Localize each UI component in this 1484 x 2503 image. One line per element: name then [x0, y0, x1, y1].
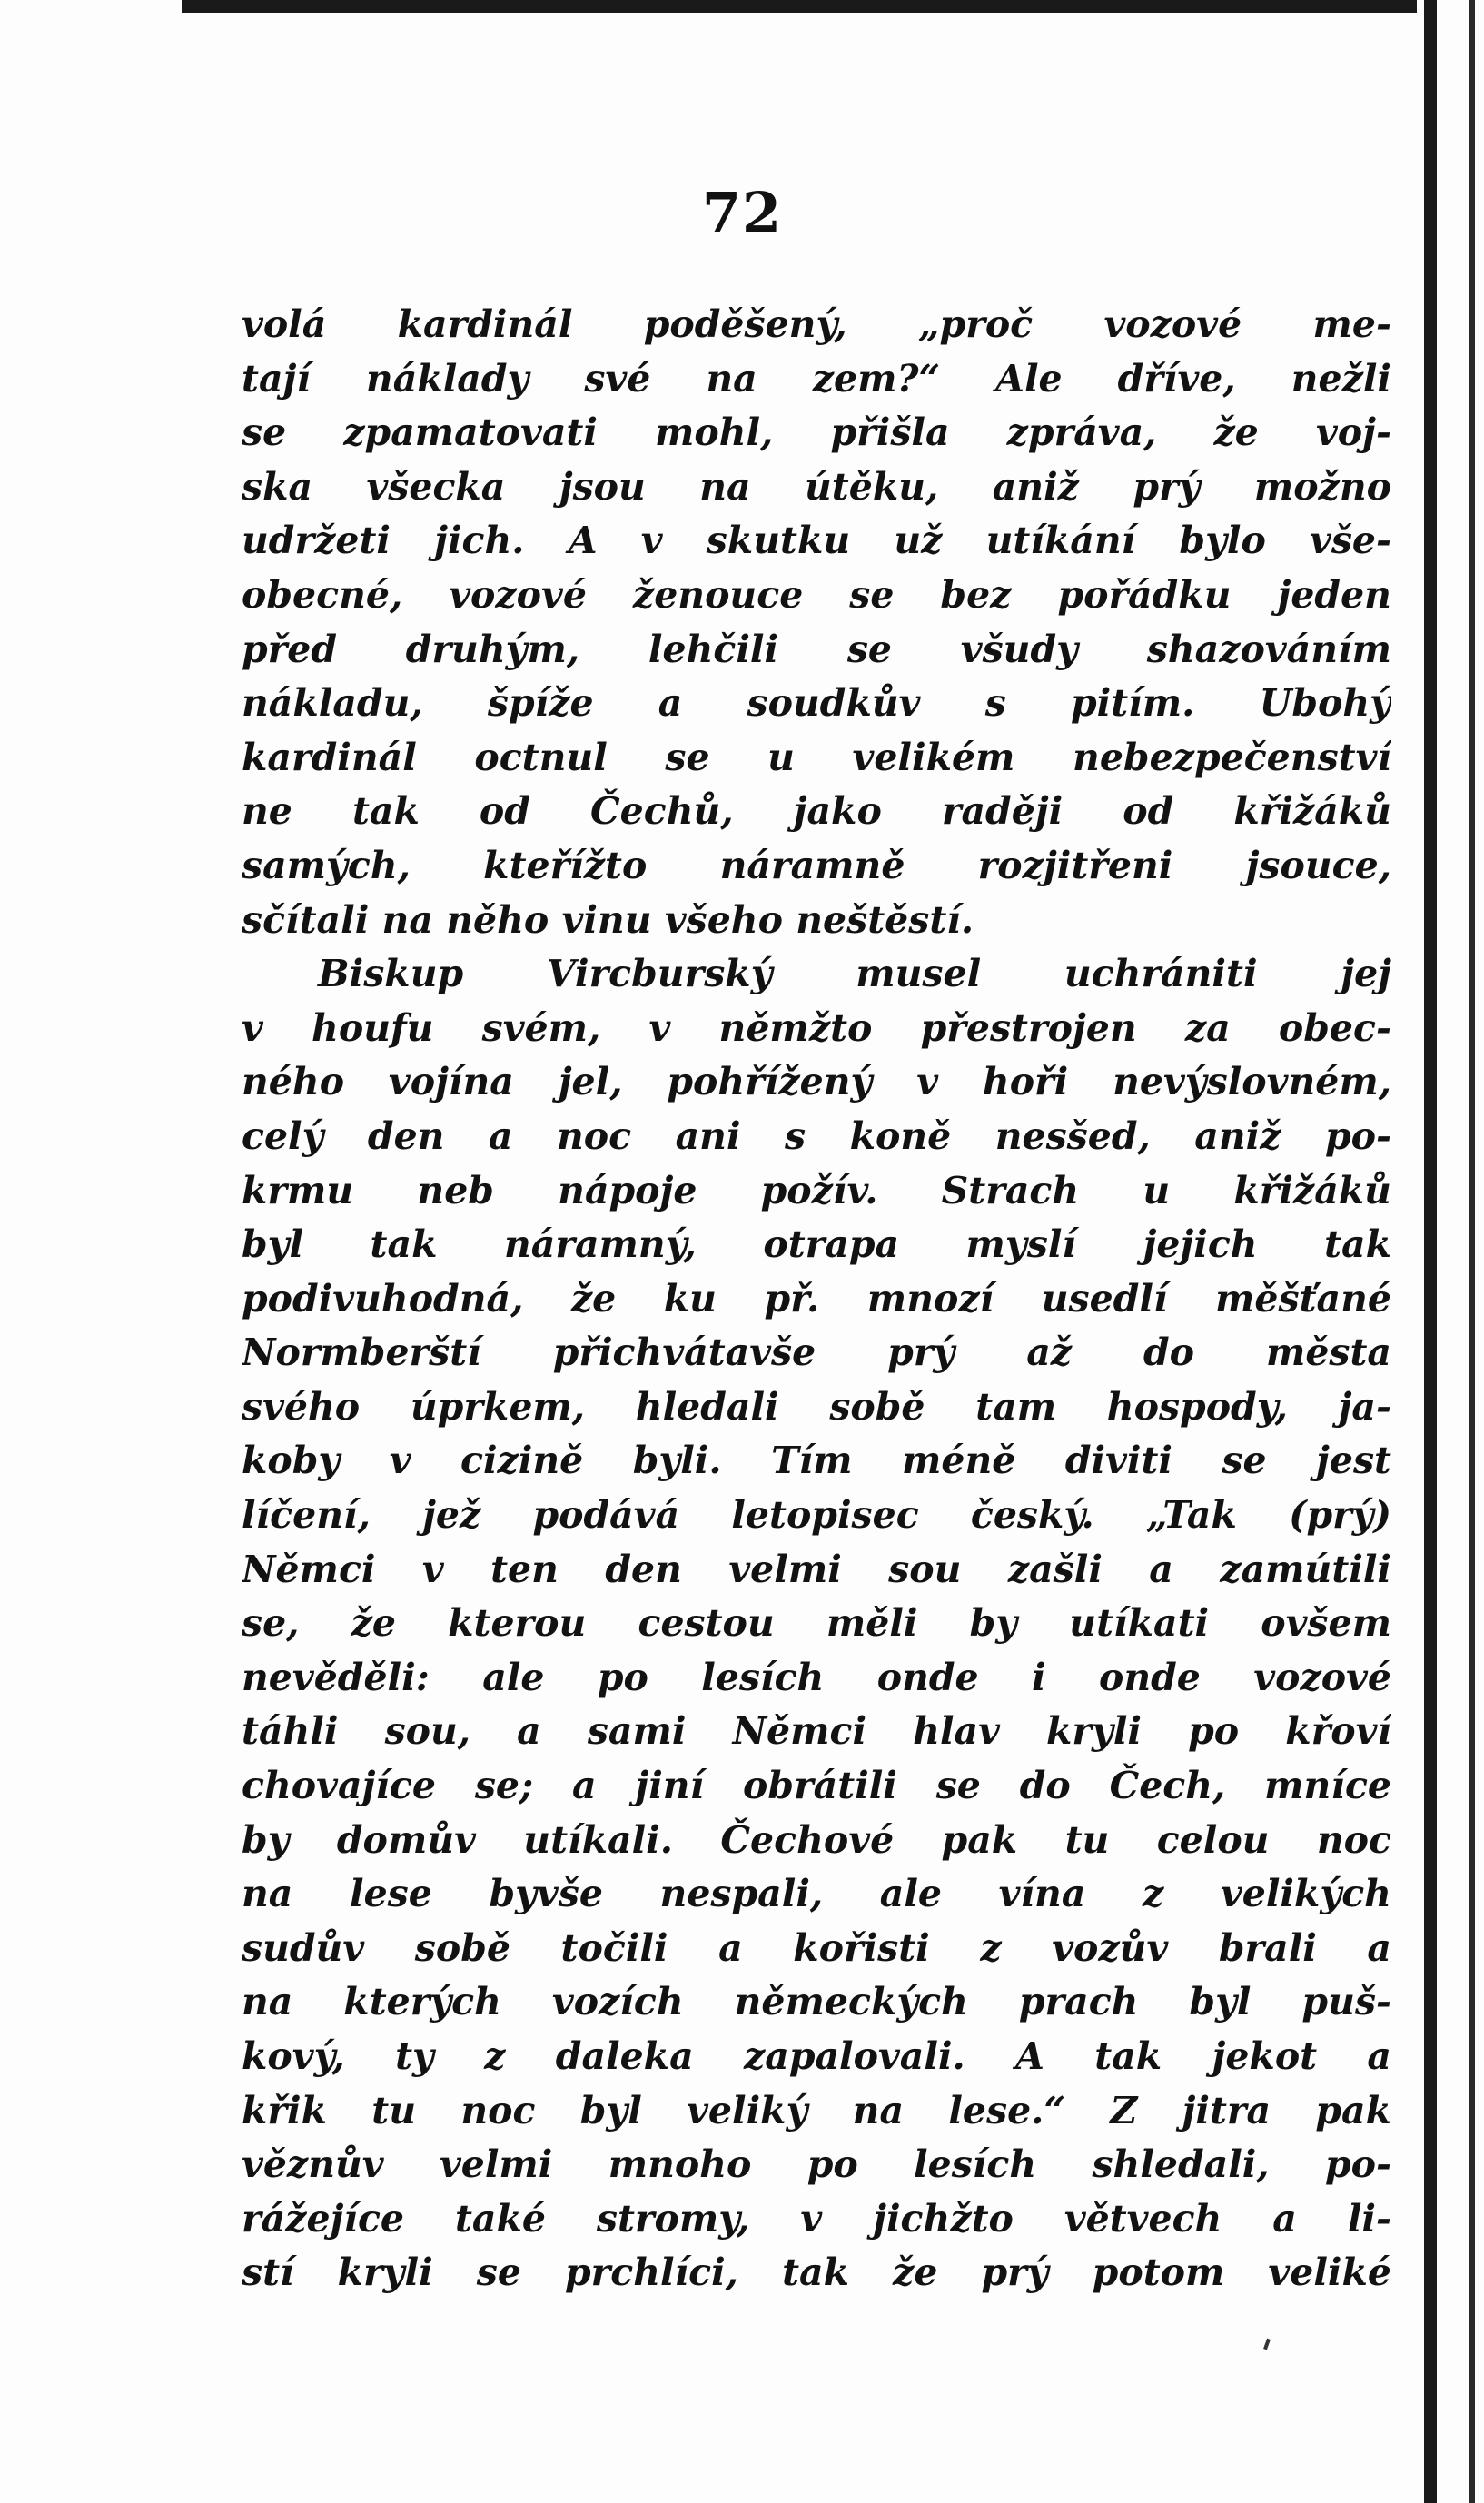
- text-line: samých, kteřížto náramně rozjitřeni jsouce,: [242, 843, 1391, 887]
- text-line: křik tu noc byl veliký na lese.“ Z jitra pak: [242, 2088, 1391, 2132]
- text-line: na kterých vozích německých prach byl puš-: [242, 1980, 1391, 2024]
- text-line: kový, ty z daleka zapalovali. A tak jekot a: [242, 2034, 1391, 2078]
- text-line: byl tak náramný, otrapa myslí jejich tak: [242, 1222, 1391, 1267]
- text-line: udržeti jich. A v skutku už utíkání bylo vše-: [242, 519, 1391, 563]
- text-line: sudův sobě točili a kořisti z vozův brali a: [242, 1925, 1391, 1970]
- text-line: stí kryli se prchlíci, tak že prý potom veliké: [242, 2251, 1391, 2295]
- text-line: táhli sou, a sami Němci hlav kryli po křoví: [242, 1709, 1391, 1754]
- text-line: sčítali na něho vinu všeho neštěstí.: [242, 897, 974, 942]
- body-text: [242, 298, 1391, 2300]
- text-line: celý den a noc ani s koně nesšed, aniž po-: [242, 1113, 1391, 1158]
- text-line: před druhým, lehčili se všudy shazováním: [242, 627, 1391, 671]
- text-line: ska všecka jsou na útěku, aniž prý možno: [242, 464, 1391, 509]
- text-line: Normberští přichvátavše prý až do města: [242, 1331, 1391, 1375]
- text-line: věznův velmi mnoho po lesích shledali, po-: [242, 2142, 1391, 2187]
- text-line: ného vojína jel, pohřížený v hoři nevýslovném,: [242, 1060, 1391, 1104]
- text-line: kardinál octnul se u velikém nebezpečenství: [242, 735, 1391, 779]
- paragraph: [242, 947, 1391, 2300]
- text-line: Biskup Vircburský musel uchrániti jej: [318, 952, 1391, 996]
- text-line: koby v cizině byli. Tím méně diviti se jest: [242, 1439, 1391, 1483]
- paragraph: [242, 298, 1391, 947]
- text-line: krmu neb nápoje požív. Strach u křižáků: [242, 1168, 1391, 1212]
- scan-right-edge-shadow: [1424, 0, 1437, 2503]
- scan-right-border-line: [1469, 0, 1475, 2503]
- text-line: v houfu svém, v němžto přestrojen za obec-: [242, 1005, 1391, 1050]
- text-line: volá kardinál poděšený, „proč vozové me-: [242, 302, 1391, 346]
- scan-top-edge-shadow: [182, 0, 1417, 13]
- text-line: nevěděli: ale po lesích onde i onde vozové: [242, 1655, 1391, 1699]
- text-line: na lese byvše nespali, ale vína z velikých: [242, 1872, 1391, 1916]
- text-line: se zpamatovati mohl, přišla zpráva, že voj-: [242, 411, 1391, 455]
- text-line: líčení, jež podává letopisec český. „Tak (prý): [242, 1493, 1391, 1538]
- text-line: podivuhodná, že ku př. mnozí usedlí měšťané: [242, 1276, 1391, 1321]
- text-line: tají náklady své na zem?“ Ale dříve, nežli: [242, 356, 1391, 401]
- text-line: svého úprkem, hledali sobě tam hospody, ja-: [242, 1384, 1391, 1429]
- text-line: by domův utíkali. Čechové pak tu celou noc: [242, 1817, 1391, 1862]
- text-line: Němci v ten den velmi sou zašli a zamútili: [242, 1547, 1391, 1591]
- page-number: 72: [701, 180, 783, 246]
- text-line: chovajíce se; a jiní obrátili se do Čech, mníce: [242, 1764, 1391, 1808]
- text-line: rážejíce také stromy, v jichžto větvech a li-: [242, 2196, 1391, 2241]
- text-line: obecné, vozové ženouce se bez pořádku jeden: [242, 572, 1391, 617]
- text-line: nákladu, špíže a soudkův s pitím. Ubohý: [242, 681, 1391, 726]
- text-line: ne tak od Čechů, jako raději od křižáků: [242, 789, 1391, 834]
- ink-speck: [1263, 2339, 1271, 2350]
- text-line: se, že kterou cestou měli by utíkati ovšem: [242, 1601, 1391, 1646]
